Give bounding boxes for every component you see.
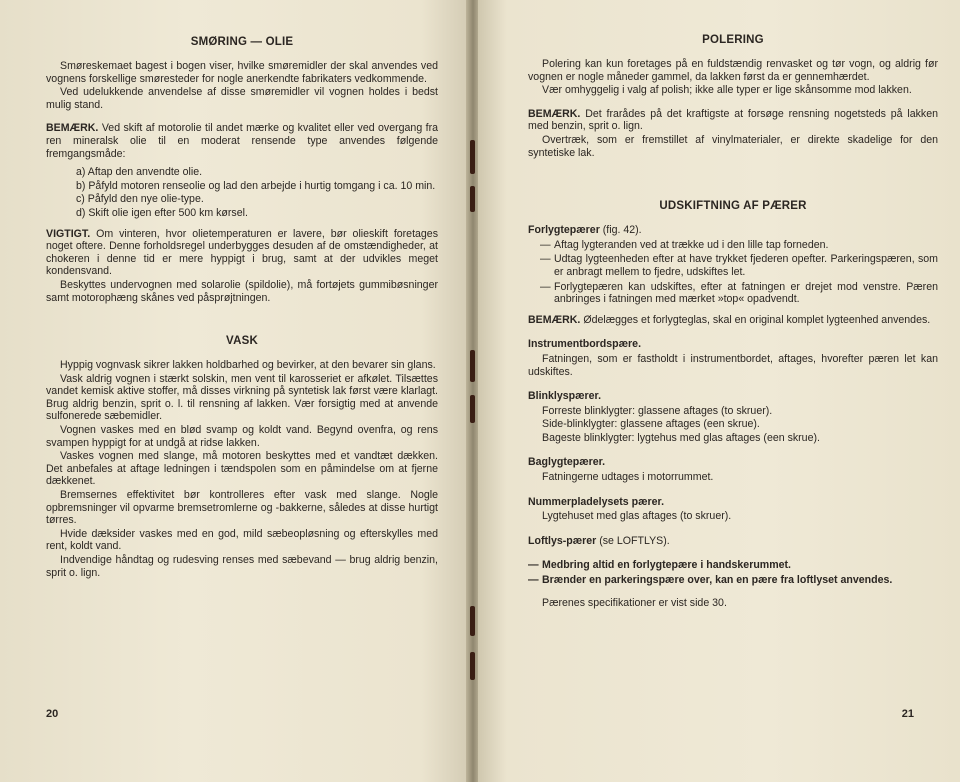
oil-note-text: Ved skift af motorolie til andet mærke og kvalitet eller ved overgang fra ren mineralsk olie til en moderat rensende type anvendes følgende fremgangsmåde: (46, 122, 438, 160)
oil-step: d) Skift olie igen efter 500 km kørsel. (76, 206, 248, 219)
ceiling-bulb-text: (se LOFTLYS). (596, 534, 670, 547)
ceiling-bulb-line (528, 535, 938, 548)
oil-step: b) Påfyld motoren renseolie og lad den arbejde i hurtig tomgang i ca. 10 min. (76, 179, 436, 192)
indicator-bulb-heading: Blinklyspærer. (528, 390, 602, 403)
oil-paragraph-2: Ved udelukkende anvendelse af disse smøremidler vil vognen holdes i bedst mulig stand. (46, 86, 438, 111)
plate-bulb-text: Lygtehuset med glas aftages (to skruer). (542, 510, 732, 523)
oil-important-label: VIGTIGT. (46, 227, 91, 240)
oil-section-title: SMØRING — OLIE (190, 36, 294, 48)
headlamp-fig: (fig. 42). (599, 224, 642, 237)
bulb-section-title: UDSKIFTNING AF PÆRER (659, 200, 807, 213)
oil-step: a) Aftap den anvendte olie. (76, 166, 203, 179)
indicator-line: Bageste blinklygter: lygtehus med glas aftages (een skrue). (542, 431, 820, 444)
oil-note-label: BEMÆRK. (46, 122, 99, 135)
wash-paragraph-1: Hyppig vognvask sikrer lakken holdbarhed og bevirker, at den bevarer sin glans. (60, 359, 436, 372)
headlamp-heading (528, 224, 938, 237)
headlamp-step: — Forlygtepæren kan udskiftes, efter at fatningen er drejet mod venstre. Pæren anbringes i fatningen med mærket »top« opadvendt. (540, 280, 938, 306)
binding-stitch (470, 186, 475, 212)
plate-bulb-heading: Nummerpladelysets pærer. (528, 495, 665, 508)
oil-important-text: Om vinteren, hvor olietemperaturen er lavere, bør olieskift foretages noget oftere. Denne forholdsregel underbygges desuden af de omstændigheder, at chokeren i denne tid er mere hyppigt i brug, samt at der udvikles meget kondensvand. (46, 227, 438, 278)
instrument-bulb-text: Fatningen, som er fastholdt i instrumentbordet, aftages, hvorefter pæren let kan udskiftes. (528, 352, 938, 378)
polish-section-title: POLERING (702, 34, 764, 46)
headlamp-step: — Udtag lygteenheden efter at have trykket fjederen opefter. Parkeringspæren, som er anbragt mellem to fjedre, udskiftes let. (540, 253, 938, 278)
oil-important (46, 228, 438, 278)
bulb-spec-reference: Pærenes specifikationer er vist side 30. (542, 596, 727, 609)
oil-note (46, 122, 438, 160)
left-page (0, 0, 468, 782)
binding-stitch (470, 395, 475, 423)
bulb-reminder: — Brænder en parkeringspære over, kan en pære fra loftlyset anvendes. (528, 574, 893, 587)
bulb-note-text: Ødelægges et forlygteglas, skal en original komplet lygteenhed anvendes. (580, 313, 931, 326)
oil-paragraph-1: Smøreskemaet bagest i bogen viser, hvilke smøremidler der skal anvendes ved vognens forskellige smøresteder for nogle anerkendte fabrikaters vedkommende. (46, 60, 438, 85)
right-page (478, 0, 960, 782)
bulb-note-label: BEMÆRK. (528, 313, 581, 326)
instrument-bulb-heading: Instrumentbordspære. (528, 338, 642, 351)
wash-paragraph-7: Indvendige håndtag og rudesving renses med sæbevand — brug aldrig benzin, sprit o. lign. (46, 554, 438, 579)
wash-paragraph-2: Vask aldrig vognen i stærkt solskin, men vent til karosseriet er afkølet. Tilsættes vandet kemisk aktive stoffer, må disses virkning på syntetisk lak først være klarlagt. Brug aldrig benzin, sprit o. l. til rensning af lakken. Vær forsigtig med at anvende sulfonerede sæbemidler. (46, 372, 438, 423)
headlamp-steps (528, 239, 938, 306)
oil-paragraph-3: Beskyttes undervognen med solarolie (spildolie), må fortøjets gummibøsninger samt motorophæng skånes ved påsprøjtningen. (46, 278, 438, 304)
bulb-reminder: — Medbring altid en forlygtepære i handskerummet. (528, 559, 791, 572)
oil-step: c) Påfyld den nye olie-type. (76, 193, 204, 206)
binding-stitch (470, 652, 475, 680)
rear-bulb-heading: Baglygtepærer. (528, 456, 606, 469)
wash-paragraph-6: Hvide dæksider vaskes med en god, mild sæbeopløsning og efterskylles med rent, koldt vand. (46, 527, 438, 553)
polish-note (528, 108, 938, 133)
page-number-right: 21 (901, 708, 914, 720)
indicator-line: Forreste blinklygter: glassene aftages (to skruer). (542, 404, 773, 417)
oil-change-steps (46, 166, 438, 219)
polish-note-text: Det frarådes på det kraftigste at forsøge rensning nogetsteds på lakken med benzin, sprit o. lign. (528, 107, 938, 133)
polish-note-label: BEMÆRK. (528, 107, 581, 120)
binding-stitch (470, 350, 475, 382)
page-number-left: 20 (46, 708, 59, 720)
polish-paragraph-1: Polering kan kun foretages på en fuldstændig renvasket og tør vogn, og aldrig før vognen er nogle måneder gammel, da lakken først da er gennemhærdet. (528, 58, 938, 83)
wash-section-title: VASK (226, 335, 258, 348)
indicator-line: Side-blinklygter: glassene aftages (een skrue). (542, 418, 760, 431)
polish-paragraph-3: Overtræk, som er fremstillet af vinylmaterialer, er direkte skadelige for den syntetiske lak. (528, 133, 938, 159)
wash-paragraph-3: Vognen vaskes med en blød svamp og koldt vand. Begynd ovenfra, og rens svampen hyppigt for at undgå at ridse lakken. (46, 424, 438, 449)
polish-paragraph-2: Vær omhyggelig i valg af polish; ikke alle typer er lige skånsomme mod lakken. (542, 84, 912, 97)
binding-stitch (470, 606, 475, 636)
headlamp-step: — Aftag lygteranden ved at trække ud i den lille tap forneden. (540, 238, 829, 251)
wash-paragraph-5: Bremsernes effektivitet bør kontrolleres efter vask med slange. Nogle opbremsninger vil opvarme bremsetromlerne og -bakkerne, således at disse hurtigt tørres. (46, 489, 438, 527)
ceiling-bulb-label: Loftlys-pærer (528, 534, 597, 547)
wash-paragraph-4: Vaskes vognen med slange, må motoren beskyttes med et vandtæt dækken. Det anbefales at aftage ledningen i tændspolen som en påmindelse om at fjerne dækkenet. (46, 450, 438, 488)
headlamp-label: Forlygtepærer (528, 224, 600, 237)
bulb-note (528, 314, 938, 327)
rear-bulb-text: Fatningerne udtages i motorrummet. (542, 471, 714, 484)
bulb-reminders (528, 559, 938, 586)
binding-stitch (470, 140, 475, 174)
